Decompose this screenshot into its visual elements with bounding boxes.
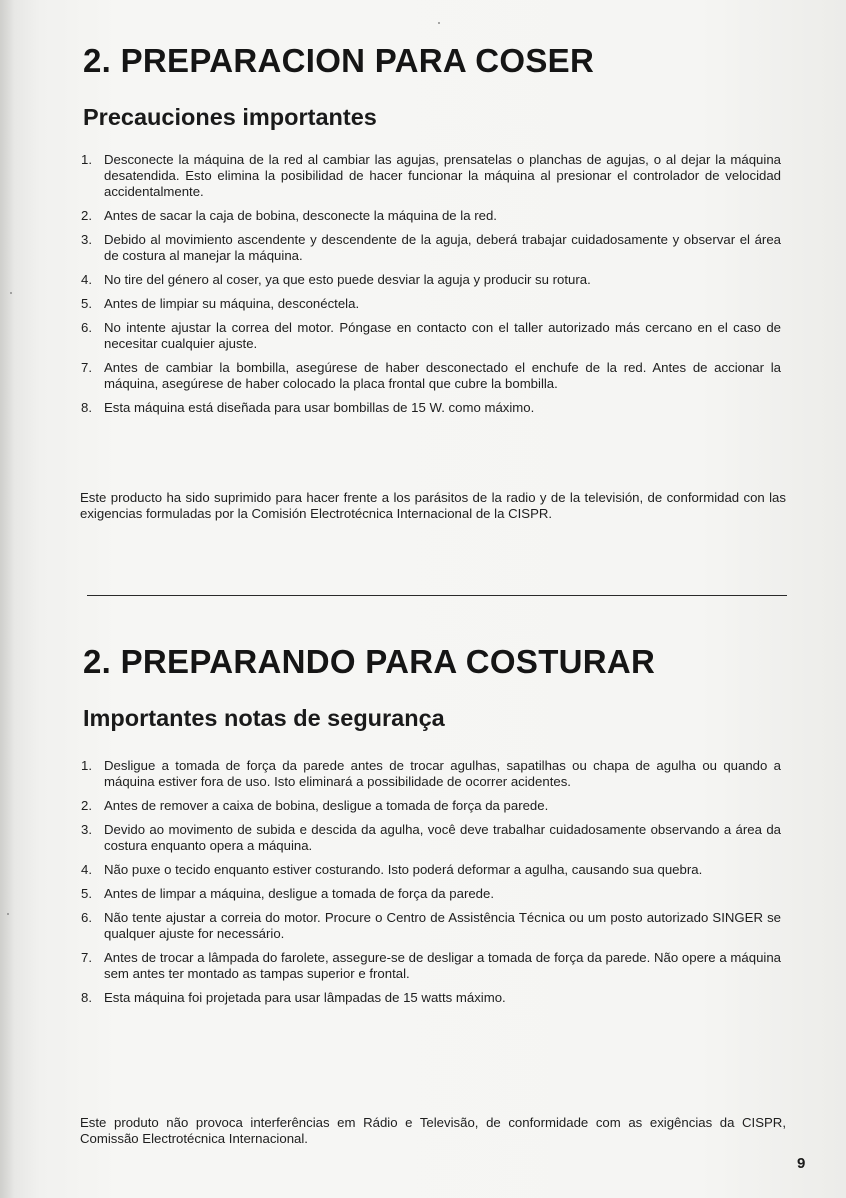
- item-text: Devido ao movimento de subida e descida da agulha, você deve trabalhar cuidadosamente observando a área da costura enquanto opera a máquina.: [104, 822, 781, 853]
- item-number: 2.: [81, 798, 92, 813]
- list-item: [81, 886, 781, 902]
- item-number: 1.: [81, 152, 92, 167]
- item-number: 7.: [81, 360, 92, 375]
- list-item: [81, 862, 781, 878]
- page-spine-shadow: [0, 0, 14, 1198]
- list-item: [81, 152, 781, 200]
- list-item: [81, 758, 781, 790]
- item-text: Antes de limpiar su máquina, desconéctela.: [104, 296, 360, 311]
- item-text: Antes de sacar la caja de bobina, desconecte la máquina de la red.: [104, 208, 497, 223]
- item-number: 6.: [81, 910, 92, 925]
- item-number: 4.: [81, 272, 92, 287]
- list-item: [81, 296, 781, 312]
- item-number: 3.: [81, 822, 92, 837]
- item-number: 7.: [81, 950, 92, 965]
- page-number: 9: [797, 1155, 806, 1172]
- section-title-es: 2. PREPARACION PARA COSER: [83, 42, 595, 79]
- section-subtitle-pt: Importantes notas de segurança: [83, 705, 445, 731]
- item-number: 2.: [81, 208, 92, 223]
- item-number: 5.: [81, 296, 92, 311]
- section-divider: [87, 595, 787, 596]
- scan-speck: [438, 22, 440, 24]
- item-number: 1.: [81, 758, 92, 773]
- item-text: No tire del género al coser, ya que esto puede desviar la aguja y producir su rotura.: [104, 272, 591, 287]
- item-text: Desligue a tomada de força da parede antes de trocar agulhas, sapatilhas ou chapa de agulha ou quando a máquina estiver fora de uso. Isto eliminará a possibilidade de ocorrer acidentes.: [104, 758, 781, 789]
- list-item: [81, 320, 781, 352]
- interference-note-pt: Este produto não provoca interferências em Rádio e Televisão, de conformidade com as exigências da CISPR, Comissão Electrotécnica Internacional.: [80, 1115, 786, 1146]
- item-text: Debido al movimiento ascendente y descendente de la aguja, deberá trabajar cuidadosamente y observar el área de costura al manejar la máquina.: [104, 232, 781, 263]
- item-number: 3.: [81, 232, 92, 247]
- list-item: [81, 990, 781, 1006]
- item-text: Esta máquina está diseñada para usar bombillas de 15 W. como máximo.: [104, 400, 535, 415]
- list-item: [81, 232, 781, 264]
- interference-note-es: Este producto ha sido suprimido para hacer frente a los parásitos de la radio y de la televisión, de conformidad con las exigencias formuladas por la Comisión Electrotécnica Internacional de la CISPR.: [80, 490, 786, 521]
- list-item: [81, 208, 781, 224]
- item-text: Desconecte la máquina de la red al cambiar las agujas, prensatelas o planchas de agujas, o al dejar la máquina desatendida. Esto elimina la posibilidad de hacer funcionar la máquina al presionar el controlador de velocidad accidentalmente.: [104, 152, 781, 199]
- scan-speck: [7, 913, 9, 915]
- list-item: [81, 910, 781, 942]
- list-item: [81, 822, 781, 854]
- list-item: [81, 360, 781, 392]
- item-text: Antes de remover a caixa de bobina, desligue a tomada de força da parede.: [104, 798, 549, 813]
- item-text: No intente ajustar la correa del motor. Póngase en contacto con el taller autorizado más cercano en el caso de necesitar cualquier ajuste.: [104, 320, 781, 351]
- item-text: Antes de cambiar la bombilla, asegúrese de haber desconectado el enchufe de la red. Antes de accionar la máquina, asegúrese de haber colocado la placa frontal que cubre la bombilla.: [104, 360, 781, 391]
- list-item: [81, 950, 781, 982]
- item-number: 6.: [81, 320, 92, 335]
- item-number: 5.: [81, 886, 92, 901]
- item-number: 8.: [81, 400, 92, 415]
- list-item: [81, 272, 781, 288]
- item-number: 4.: [81, 862, 92, 877]
- item-text: Antes de limpar a máquina, desligue a tomada de força da parede.: [104, 886, 495, 901]
- item-text: Esta máquina foi projetada para usar lâmpadas de 15 watts máximo.: [104, 990, 506, 1005]
- item-text: Não puxe o tecido enquanto estiver costurando. Isto poderá deformar a agulha, causando sua quebra.: [104, 862, 703, 877]
- list-item: [81, 798, 781, 814]
- list-item: [81, 400, 781, 416]
- item-text: Não tente ajustar a correia do motor. Procure o Centro de Assistência Técnica ou um posto autorizado SINGER se qualquer ajuste for necessário.: [104, 910, 781, 941]
- precautions-list-es: [81, 152, 781, 424]
- section-subtitle-es: Precauciones importantes: [83, 104, 377, 130]
- item-number: 8.: [81, 990, 92, 1005]
- safety-list-pt: [81, 758, 781, 1014]
- scan-speck: [10, 292, 12, 294]
- section-title-pt: 2. PREPARANDO PARA COSTURAR: [83, 643, 656, 680]
- item-text: Antes de trocar a lâmpada do farolete, assegure-se de desligar a tomada de força da parede. Não opere a máquina sem antes ter montado as tampas superior e frontal.: [104, 950, 781, 981]
